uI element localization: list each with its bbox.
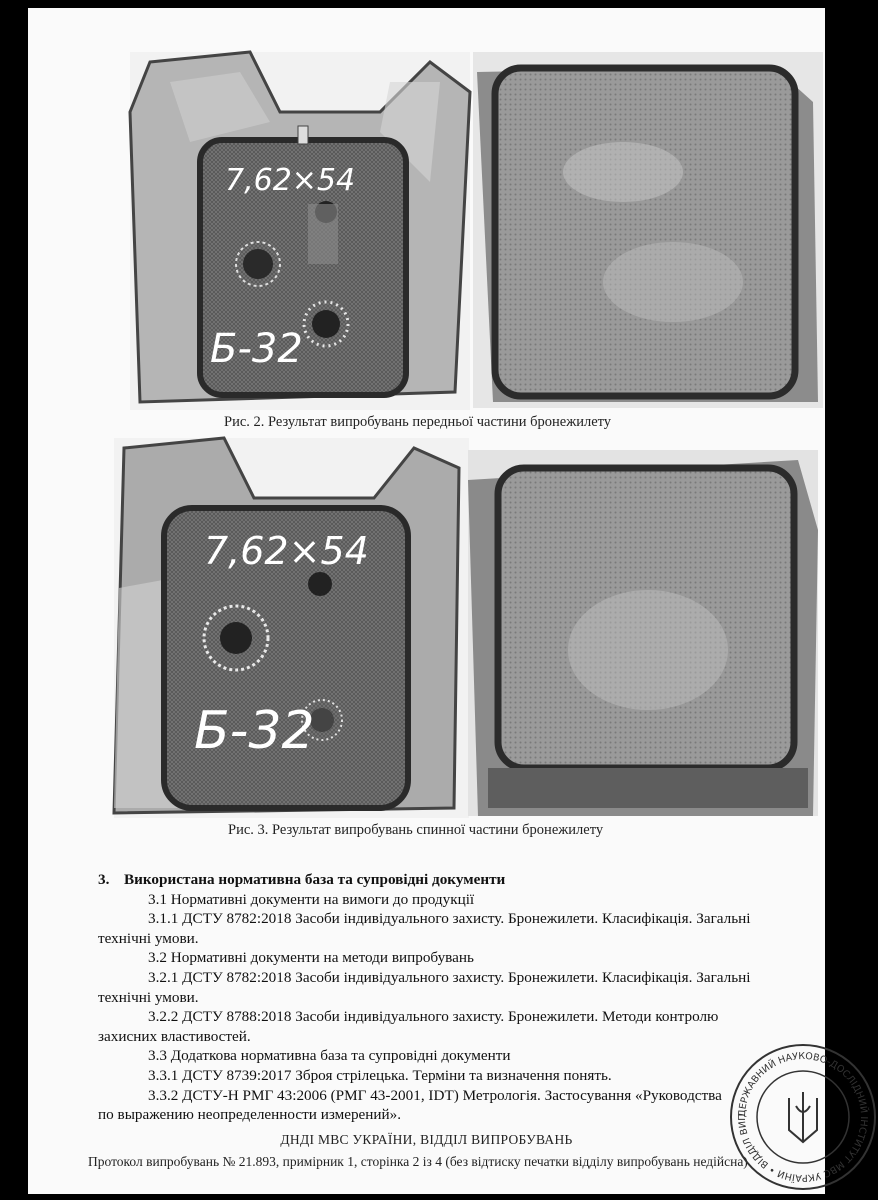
list-item: 3.2.2 ДСТУ 8788:2018 Засоби індивідуального захисту. Бронежилети. Методи контролю (148, 1008, 719, 1026)
plate-label-class: Б-32 (210, 326, 303, 372)
list-item: 3.3.2 ДСТУ-Н РМГ 43:2006 (РМГ 43-2001, IDT) Метрологія. Застосування «Руководства (148, 1086, 722, 1104)
footer-protocol: Протокол випробувань № 21.893, примірник 1, сторінка 2 із 4 (без відтиску печатки відділу випробувань недійсна) (88, 1154, 748, 1169)
list-item: 3.2.1 ДСТУ 8782:2018 Засоби індивідуального захисту. Бронежилети. Класифікація. Загальні (148, 968, 751, 986)
figure2-inner-photo (473, 52, 823, 408)
list-item: 3.2 Нормативні документи на методи випробувань (148, 949, 474, 967)
figure3-caption: Рис. 3. Результат випробувань спинної частини бронежилету (228, 822, 604, 838)
list-item: технічні умови. (98, 988, 199, 1006)
figure2-front-photo (130, 52, 470, 410)
section-heading (98, 870, 798, 890)
section-references (98, 870, 798, 1125)
plate-label-caliber: 7,62×54 (225, 163, 356, 198)
figure2-caption: Рис. 2. Результат випробувань передньої частини бронежилету (224, 414, 612, 430)
list-item: по выражению неопределенности измерений». (98, 1106, 402, 1124)
footer-org: ДНДІ МВС УКРАЇНИ, ВІДДІЛ ВИПРОБУВАНЬ (280, 1132, 573, 1147)
section-title: Використана нормативна база та супровідні документи (124, 871, 506, 888)
plate-label-caliber: 7,62×54 (204, 529, 369, 573)
list-item: 3.1.1 ДСТУ 8782:2018 Засоби індивідуального захисту. Бронежилети. Класифікація. Загальні (148, 910, 751, 928)
figure3-inner-photo (468, 450, 818, 816)
figure3-back-photo (114, 438, 469, 818)
official-seal (728, 1042, 878, 1192)
trident-icon (789, 1092, 817, 1142)
list-item: 3.3 Додаткова нормативна база та супровідні документи (148, 1047, 511, 1065)
section-number: 3. (98, 871, 110, 888)
list-item: 3.1 Нормативні документи на вимоги до продукції (148, 890, 475, 908)
list-item: захисних властивостей. (98, 1027, 251, 1045)
list-item: 3.3.1 ДСТУ 8739:2017 Зброя стрілецька. Терміни та визначення понять. (148, 1066, 612, 1084)
seal-text: ДЕРЖАВНИЙ НАУКОВО-ДОСЛІДНИЙ ІНСТИТУТ МВС УКРАЇНИ • ВІДДІЛ ВИП (736, 1050, 870, 1184)
document-page (28, 8, 870, 1194)
list-item: технічні умови. (98, 929, 199, 947)
plate-label-class: Б-32 (194, 701, 315, 761)
